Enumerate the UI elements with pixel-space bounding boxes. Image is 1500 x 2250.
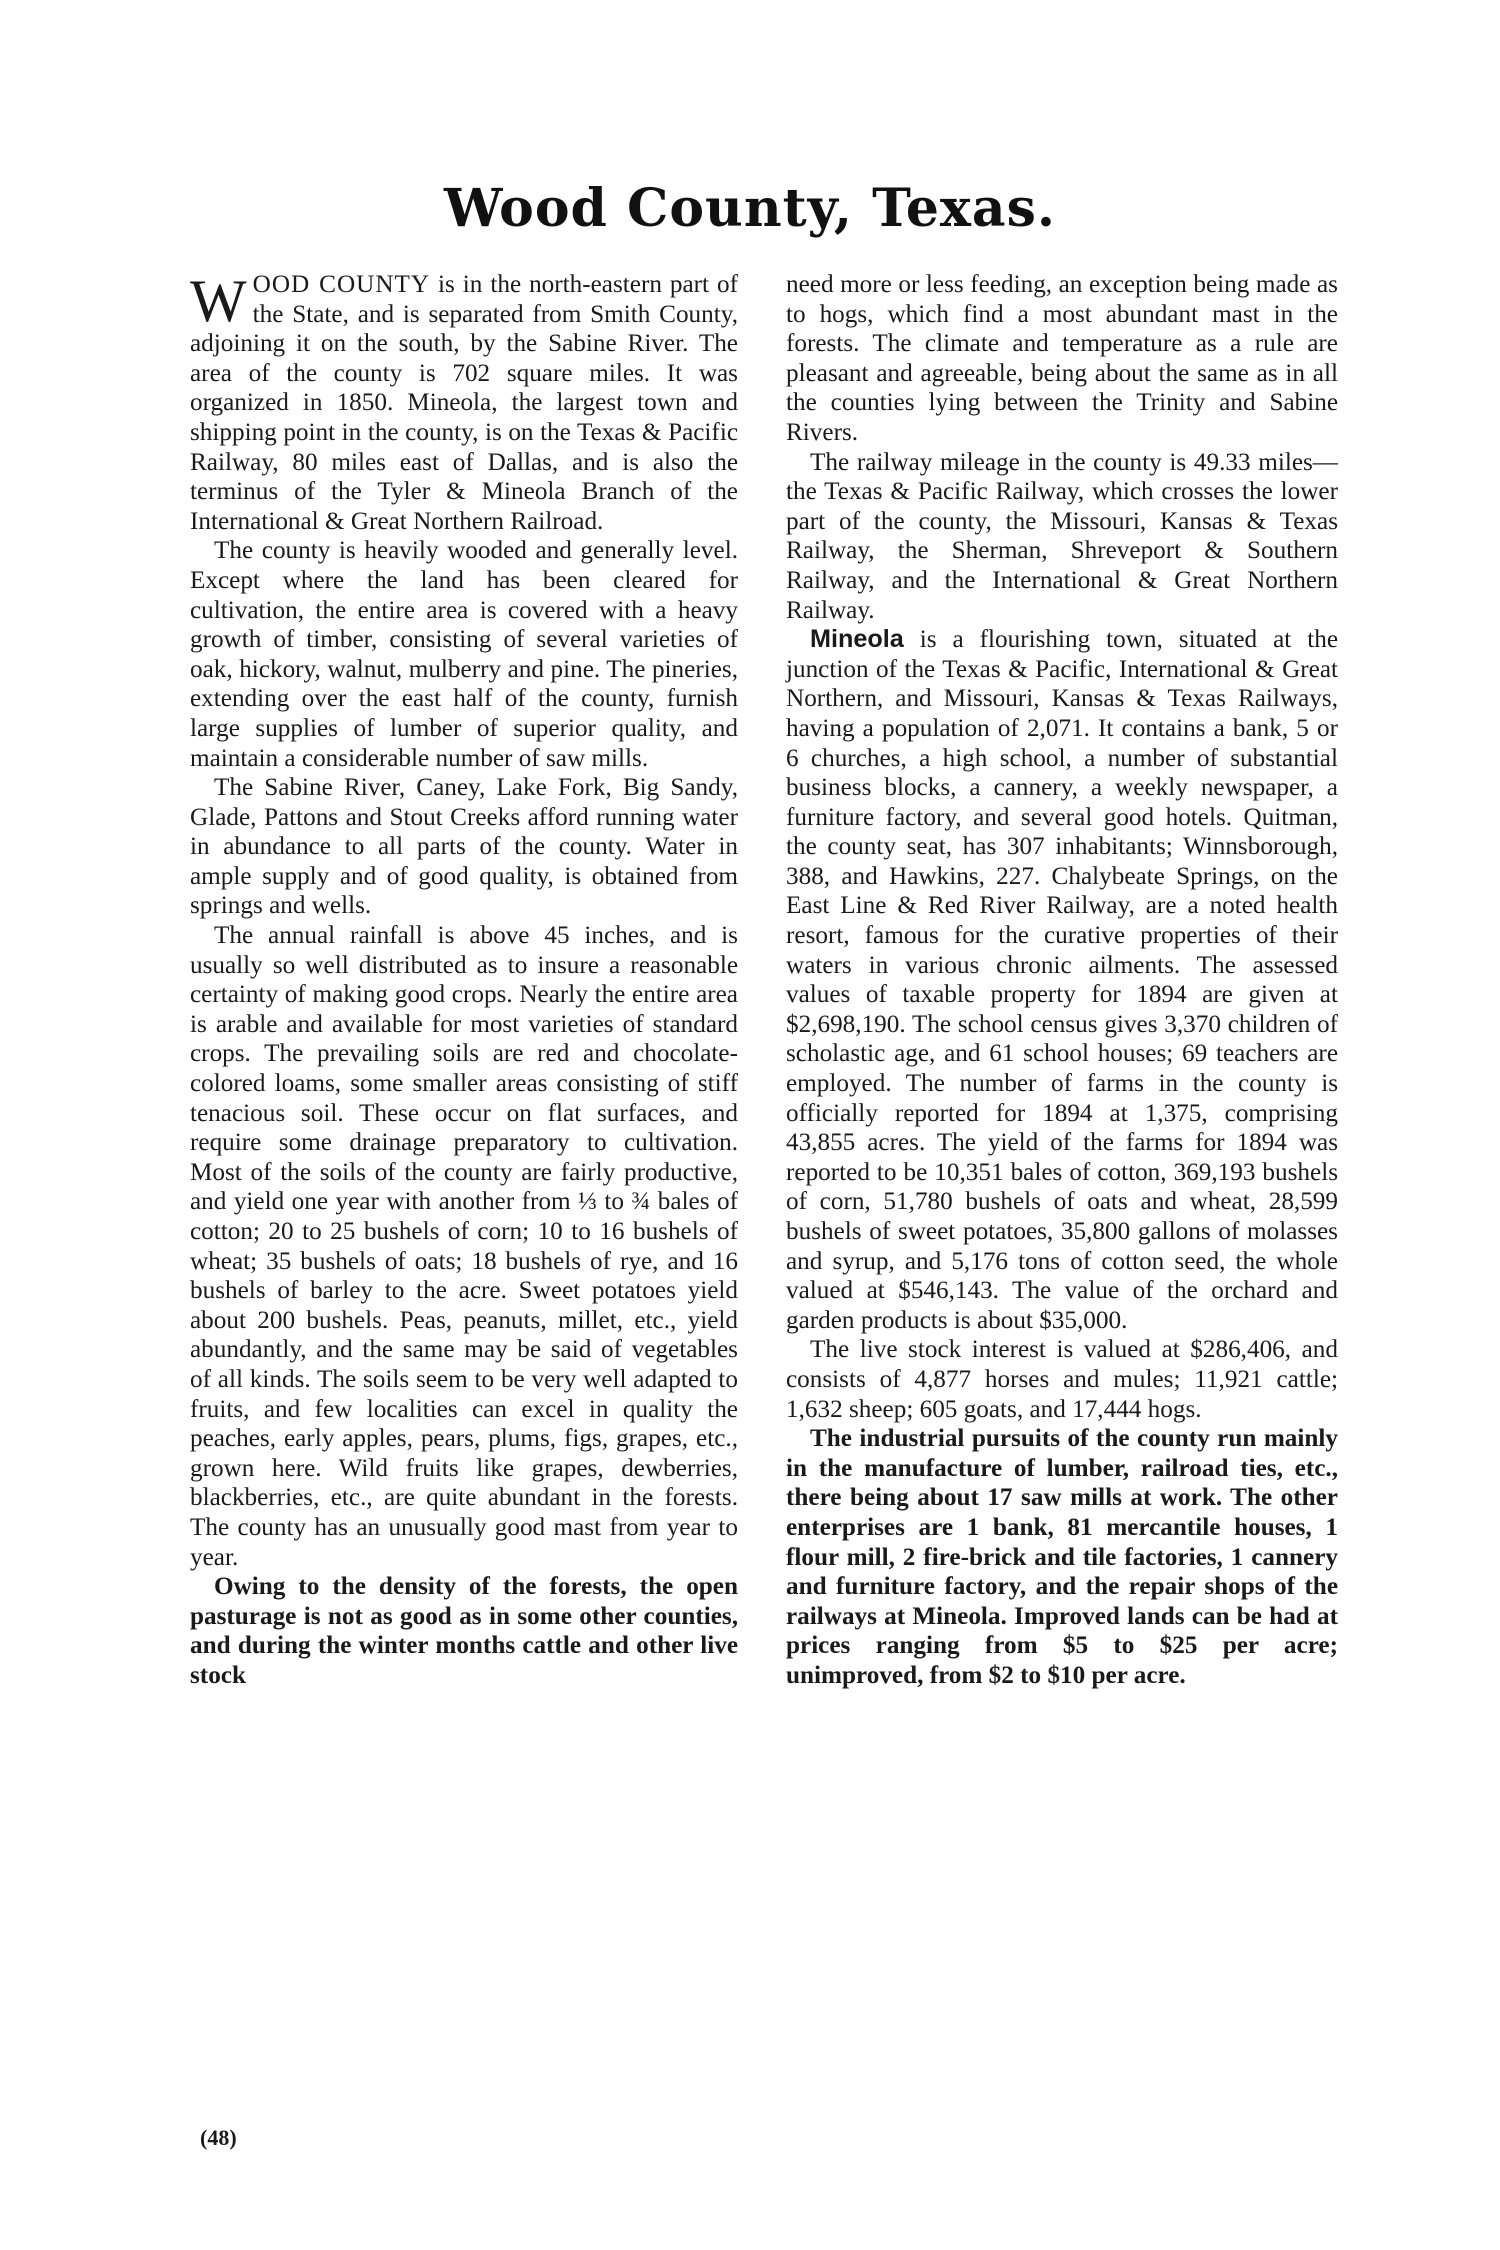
drop-cap: W (190, 268, 247, 334)
page-number: (48) (200, 2125, 237, 2150)
paragraph-intro (190, 270, 738, 536)
paragraph-railways: The railway mileage in the county is 49.33 miles—the Texas & Pacific Railway, which crosses the lower part of the county, the Missouri, Kansas & Texas Railway, the Sherman, Shreveport & Southern Railway, and the International & Great Northern Railway. (786, 448, 1338, 624)
page-title: Wood County, Texas. (443, 178, 1057, 239)
paragraph-pasturage: Owing to the density of the forests, the open pasturage is not as good as in some other counties, and during the winter months cattle and other live stock (190, 1573, 738, 1689)
paragraph-rainfall-soils: The annual rainfall is above 45 inches, and is usually so well distributed as to insure a reasonable certainty of making good crops. Nearly the entire area is arable and available for most varieties of standard crops. The prevailing soils are red and chocolate-colored loams, some smaller areas consisting of stiff tenacious soil. These occur on flat surfaces, and require some drainage preparatory to cultivation. Most of the soils of the county are fairly productive, and yield one year with another from ⅓ to ¾ bales of cotton; 20 to 25 bushels of corn; 10 to 16 bushels of wheat; 35 bushels of oats; 18 bushels of rye, and 16 bushels of barley to the acre. Sweet potatoes yield about 200 bushels. Peas, peanuts, millet, etc., yield abundantly, and the same may be said of vegetables of all kinds. The soils seem to be very well adapted to fruits, and few localities can excel in quality the peaches, early apples, pears, plums, figs, grapes, etc., grown here. Wild fruits like grapes, dewberries, blackberries, etc., are quite abundant in the forests. The county has an unusually good mast from year to year. (190, 922, 738, 1571)
paragraph-climate: need more or less feeding, an exception being made as to hogs, which find a most abundant mast in the forests. The climate and temperature as a rule are pleasant and agreeable, being about the same as in all the counties lying between the Trinity and Sabine Rivers. (786, 271, 1338, 446)
paragraph-timber: The county is heavily wooded and generally level. Except where the land has been cleared for cultivation, the entire area is covered with a heavy growth of timber, consisting of several varieties of oak, hickory, walnut, mulberry and pine. The pineries, extending over the east half of the county, furnish large supplies of lumber of superior quality, and maintain a considerable number of saw mills. (190, 537, 738, 772)
paragraph-industry: The industrial pursuits of the county run mainly in the manufacture of lumber, railroad ties, etc., there being about 17 saw mills at work. The other enterprises are 1 bank, 81 mercantile houses, 1 flour mill, 2 fire-brick and tile factories, 1 cannery and furniture factory, and the repair shops of the railways at Mineola. Improved lands can be had at prices ranging from $5 to $25 per acre; unimproved, from $2 to $10 per acre. (786, 1425, 1338, 1689)
intro-lead: OOD COUNTY (252, 271, 431, 298)
left-column (190, 270, 738, 1691)
mineola-term: Mineola (810, 625, 904, 654)
intro-text: is in the north-eastern part of the State, and is separated from Smith County, adjoining it on the south, by the Sabine River. The area of the county is 702 square miles. It was organized in 1850. Mineola, the largest town and shipping point in the county, is on the Texas & Pacific Railway, 80 miles east of Dallas, and is also the terminus of the Tyler & Mineola Branch of the International & Great Northern Railroad. (190, 271, 738, 535)
paragraph-water: The Sabine River, Caney, Lake Fork, Big Sandy, Glade, Pattons and Stout Creeks afford running water in abundance to all parts of the county. Water in ample supply and of good quality, is obtained from springs and wells. (190, 774, 738, 920)
mineola-text: is a flourishing town, situated at the junction of the Texas & Pacific, International & Great Northern, and Missouri, Kansas & Texas Railways, having a population of 2,071. It contains a bank, 5 or 6 churches, a high school, a number of substantial business blocks, a cannery, a weekly newspaper, a furniture factory, and several good hotels. Quitman, the county seat, has 307 inhabitants; Winnsborough, 388, and Hawkins, 227. Chalybeate Springs, on the East Line & Red River Railway, are a noted health resort, famous for the curative properties of their waters in various chronic ailments. The assessed values of taxable property for 1894 are given at $2,698,190. The school census gives 3,370 children of scholastic age, and 61 school houses; 69 teachers are employed. The number of farms in the county is officially reported for 1894 at 1,375, comprising 43,855 acres. The yield of the farms for 1894 was reported to be 10,351 bales of cotton, 369,193 bushels of corn, 51,780 bushels of oats and wheat, 28,599 bushels of sweet potatoes, 35,800 gallons of molasses and syrup, and 5,176 tons of cotton seed, the whole valued at $546,143. The value of the orchard and garden products is about $35,000. (786, 626, 1338, 1334)
paragraph-mineola (786, 625, 1338, 1335)
paragraph-livestock: The live stock interest is valued at $286,406, and consists of 4,877 horses and mules; 11,921 cattle; 1,632 sheep; 605 goats, and 17,444 hogs. (786, 1336, 1338, 1423)
right-column (786, 270, 1338, 1691)
